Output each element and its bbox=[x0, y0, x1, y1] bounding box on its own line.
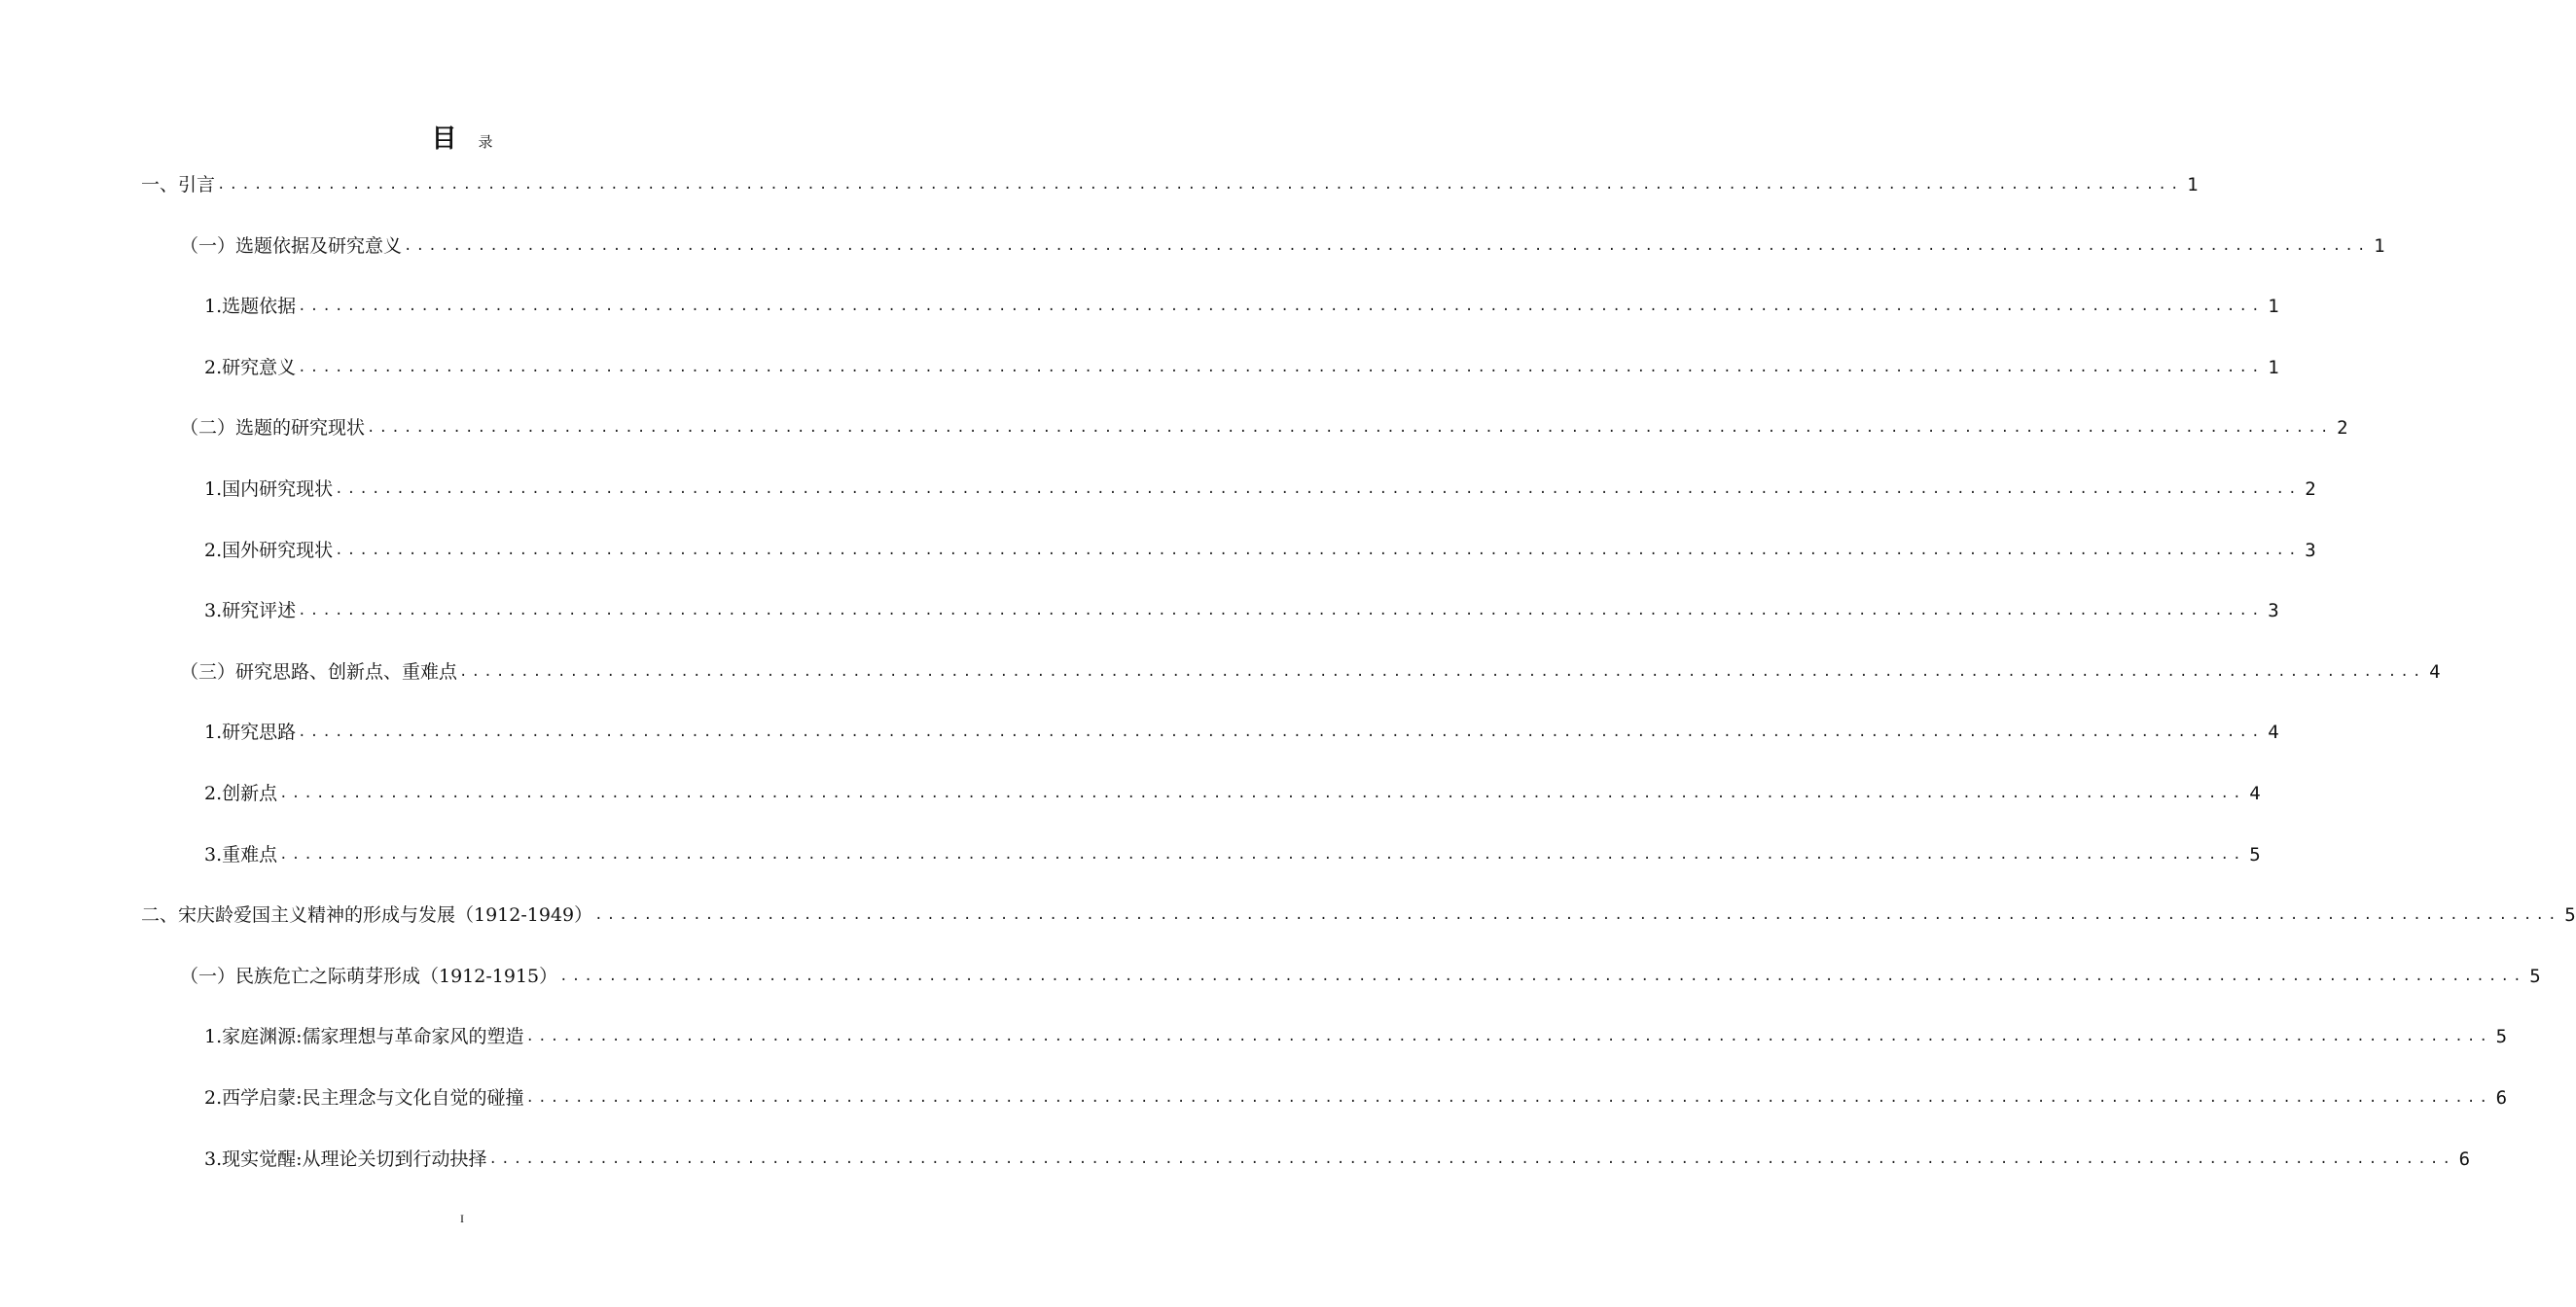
toc-entry[interactable] bbox=[204, 1083, 2508, 1113]
title-char-1: 目 bbox=[431, 124, 457, 154]
toc-dot-leader: ................................................................................................................................................................ bbox=[525, 1029, 2492, 1045]
toc-entry-page-number: 1 bbox=[2374, 234, 2385, 257]
toc-entry[interactable] bbox=[204, 718, 2279, 747]
toc-entry-title: 2.西学启蒙:民主理念与文化自觉的碰撞 bbox=[204, 1083, 524, 1113]
toc-entry-title: （一）选题依据及研究意义 bbox=[180, 231, 402, 261]
toc-entry-page-number: 5 bbox=[2249, 843, 2261, 865]
toc-entry[interactable] bbox=[141, 170, 2199, 199]
page-number: I bbox=[460, 1212, 464, 1225]
toc-entry-title: 1.研究思路 bbox=[204, 718, 296, 747]
toc-entry-page-number: 3 bbox=[2305, 539, 2316, 561]
toc-dot-leader: ................................................................................................................................................................ bbox=[404, 237, 2370, 254]
toc-entry[interactable] bbox=[141, 901, 2576, 930]
toc-entry[interactable] bbox=[204, 840, 2261, 869]
toc-entry[interactable] bbox=[204, 292, 2279, 321]
toc-entry-title: 3.研究评述 bbox=[204, 596, 296, 625]
toc-dot-leader: ................................................................................................................................................................ bbox=[279, 786, 2245, 801]
toc-entry-title: 2.创新点 bbox=[204, 779, 277, 808]
toc-dot-leader: ................................................................................................................................................................ bbox=[298, 724, 2264, 741]
title-char-2: 录 bbox=[478, 133, 493, 151]
toc-entry[interactable] bbox=[180, 962, 2541, 991]
toc-dot-leader: ................................................................................................................................................................ bbox=[367, 420, 2333, 437]
toc-entry[interactable] bbox=[204, 1145, 2471, 1174]
toc-dot-leader: ................................................................................................................................................................ bbox=[217, 177, 2183, 193]
toc-entry[interactable] bbox=[180, 413, 2348, 442]
toc-entry[interactable] bbox=[180, 231, 2385, 261]
toc-entry-title: 1.家庭渊源:儒家理想与革命家风的塑造 bbox=[204, 1022, 524, 1051]
toc-dot-leader: ................................................................................................................................................................ bbox=[459, 663, 2425, 680]
toc-entry-page-number: 6 bbox=[2458, 1148, 2471, 1170]
toc-dot-leader: ................................................................................................................................................................ bbox=[298, 299, 2264, 315]
toc-entry-page-number: 4 bbox=[2429, 660, 2441, 683]
page-title bbox=[0, 119, 924, 155]
toc-entry[interactable] bbox=[180, 657, 2441, 687]
toc-entry[interactable] bbox=[204, 1022, 2508, 1051]
toc-entry-title: 2.研究意义 bbox=[204, 353, 296, 382]
toc-entry-page-number: 5 bbox=[2529, 965, 2541, 987]
toc-entry-title: 1.选题依据 bbox=[204, 292, 296, 321]
toc-entry-page-number: 2 bbox=[2305, 478, 2316, 500]
toc-entry-title: （二）选题的研究现状 bbox=[180, 413, 365, 442]
toc-entry-title: 1.国内研究现状 bbox=[204, 475, 333, 504]
toc-entry-title: （三）研究思路、创新点、重难点 bbox=[180, 657, 457, 687]
toc-dot-leader: ................................................................................................................................................................ bbox=[488, 1150, 2455, 1167]
toc-dot-leader: ................................................................................................................................................................ bbox=[298, 359, 2264, 375]
toc-dot-leader: ................................................................................................................................................................ bbox=[594, 907, 2560, 924]
toc-entry-page-number: 1 bbox=[2268, 296, 2279, 318]
toc-entry-page-number: 5 bbox=[2495, 1026, 2508, 1048]
toc-entry-title: 3.现实觉醒:从理论关切到行动抉择 bbox=[204, 1145, 487, 1174]
toc-dot-leader: ................................................................................................................................................................ bbox=[525, 1090, 2492, 1106]
toc-entry-title: 3.重难点 bbox=[204, 840, 277, 869]
toc-entry-page-number: 2 bbox=[2337, 417, 2348, 440]
toc-entry[interactable] bbox=[204, 536, 2316, 565]
toc-entry-page-number: 3 bbox=[2268, 600, 2279, 622]
toc-entry[interactable] bbox=[204, 353, 2279, 382]
toc-entry-title: 二、宋庆龄爱国主义精神的形成与发展（1912-1949） bbox=[141, 901, 592, 930]
toc-entry-title: （一）民族危亡之际萌芽形成（1912-1915） bbox=[180, 962, 557, 991]
toc-entry[interactable] bbox=[204, 779, 2261, 808]
toc-entry[interactable] bbox=[204, 596, 2279, 625]
toc-entry-title: 2.国外研究现状 bbox=[204, 536, 333, 565]
toc-dot-leader: ................................................................................................................................................................ bbox=[559, 968, 2525, 984]
toc-dot-leader: ................................................................................................................................................................ bbox=[298, 603, 2264, 619]
toc-entry-page-number: 5 bbox=[2564, 904, 2576, 927]
toc-entry-title: 一、引言 bbox=[141, 170, 215, 199]
toc-entry-page-number: 4 bbox=[2268, 722, 2279, 744]
toc-entry-page-number: 1 bbox=[2187, 174, 2199, 195]
toc-dot-leader: ................................................................................................................................................................ bbox=[335, 542, 2301, 558]
toc-entry-page-number: 1 bbox=[2268, 356, 2279, 378]
toc-entry-page-number: 4 bbox=[2249, 783, 2261, 804]
toc-dot-leader: ................................................................................................................................................................ bbox=[335, 481, 2301, 497]
toc-dot-leader: ................................................................................................................................................................ bbox=[279, 846, 2245, 863]
toc-entry[interactable] bbox=[204, 475, 2316, 504]
toc-entry-page-number: 6 bbox=[2495, 1087, 2508, 1109]
